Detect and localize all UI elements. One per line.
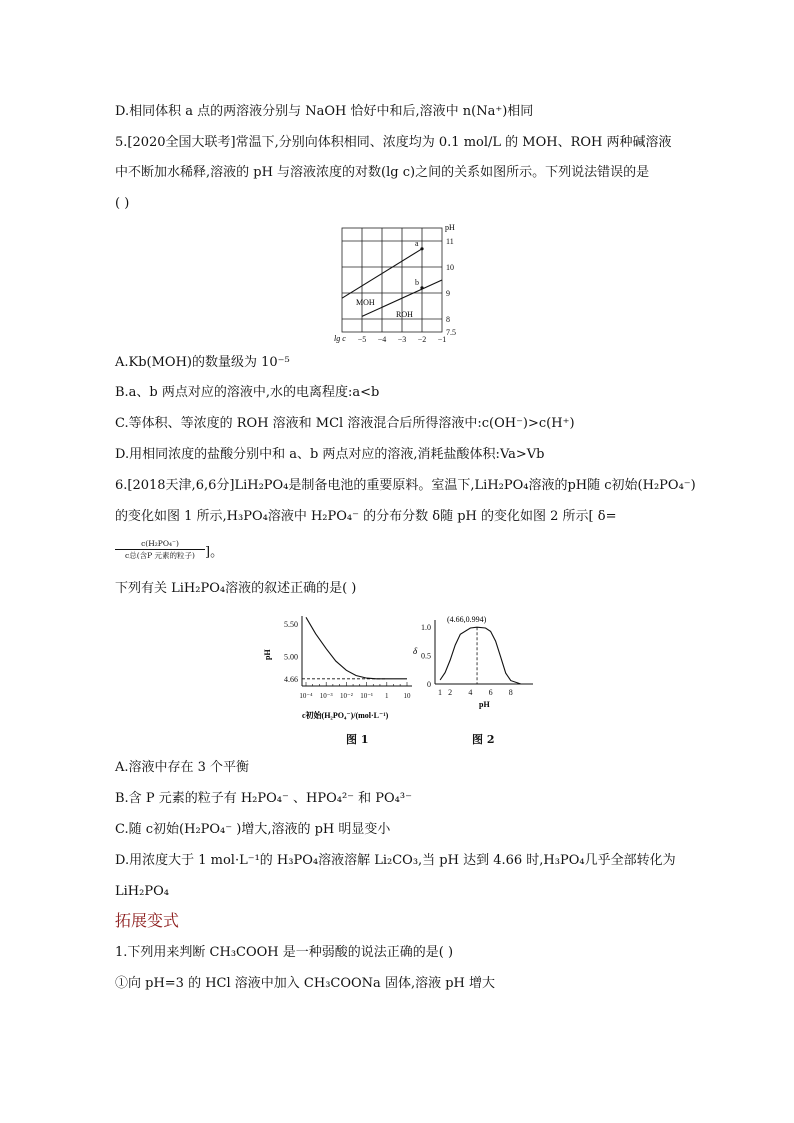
q6-option-b: B.含 P 元素的粒子有 H₂PO₄⁻ 、HPO₄²⁻ 和 PO₄³⁻ bbox=[115, 791, 412, 806]
q6-stem-line3: 下列有关 LiH₂PO₄溶液的叙述正确的是( ) bbox=[115, 581, 357, 596]
delta-numerator: c(H₂PO₄⁻) bbox=[115, 538, 205, 550]
chart1-point-label-b: b bbox=[415, 277, 419, 287]
chart3-xtick: 8 bbox=[508, 688, 513, 697]
chart1-ytick: 8 bbox=[446, 315, 450, 324]
chart3-xtick: 6 bbox=[488, 688, 493, 697]
chart1-xtick: −1 bbox=[437, 335, 447, 344]
chart1-ylabel: pH bbox=[445, 223, 455, 232]
q5-option-b: B.a、b 两点对应的溶液中,水的电离程度:a<b bbox=[115, 385, 380, 400]
chart3-xlabel: pH bbox=[479, 700, 490, 709]
chart1-ytick: 11 bbox=[446, 237, 454, 246]
q4-option-d: D.相同体积 a 点的两溶液分别与 NaOH 恰好中和后,溶液中 n(Na⁺)相同 bbox=[115, 104, 534, 119]
chart2-xtick: 10 bbox=[403, 692, 411, 700]
figure-1-caption: 图 1 bbox=[346, 733, 369, 746]
chart3-xtick: 4 bbox=[468, 688, 473, 697]
extension-q1-stem: 1.下列用来判断 CH₃COOH 是一种弱酸的说法正确的是( ) bbox=[115, 945, 454, 960]
q5-option-d: D.用相同浓度的盐酸分别中和 a、b 两点对应的溶液,消耗盐酸体积:Va>Vb bbox=[115, 447, 545, 462]
figure-2-delta-vs-ph bbox=[405, 610, 540, 720]
q5-stem-line2: 中不断加水稀释,溶液的 pH 与溶液浓度的对数(lg c)之间的关系如图所示。下列说法错误的是 bbox=[115, 165, 650, 180]
chart1-xtick: −4 bbox=[377, 335, 387, 344]
figure-2-caption: 图 2 bbox=[472, 733, 495, 746]
q5-option-c: C.等体积、等浓度的 ROH 溶液和 MCl 溶液混合后所得溶液中:c(OH⁻)>c(H⁺) bbox=[115, 416, 575, 431]
q5-option-a: A.Kb(MOH)的数量级为 10⁻⁵ bbox=[115, 355, 290, 370]
chart2-xtick: 10⁻³ bbox=[319, 692, 333, 700]
q5-answer-blank: ( ) bbox=[115, 196, 130, 211]
chart1-xtick: −2 bbox=[417, 335, 427, 344]
chart1-xtick: −5 bbox=[357, 335, 367, 344]
roh-series-label: ROH bbox=[396, 310, 413, 319]
chart1-ytick: 10 bbox=[446, 263, 454, 272]
chart3-ytick: 0.5 bbox=[421, 651, 431, 661]
delta-denominator: c总(含P 元素的粒子) bbox=[125, 551, 195, 560]
chart3-peak-label: (4.66,0.994) bbox=[447, 615, 487, 624]
section-heading: 拓展变式 bbox=[115, 911, 180, 930]
chart1-point-a bbox=[420, 247, 423, 250]
chart3-ytick: 0 bbox=[427, 680, 431, 689]
q6-option-a: A.溶液中存在 3 个平衡 bbox=[115, 760, 250, 775]
chart2-ytick: 4.66 bbox=[284, 674, 298, 684]
figure-dilution-chart bbox=[334, 222, 474, 346]
chart1-xtick: −3 bbox=[397, 335, 407, 344]
q6-stem-line1: 6.[2018天津,6,6分]LiH₂PO₄是制备电池的重要原料。室温下,LiH₂PO₄溶液的pH随 c初始(H₂PO₄⁻) bbox=[115, 478, 696, 493]
chart3-curve bbox=[440, 627, 521, 684]
extension-q1-item1: ①向 pH=3 的 HCl 溶液中加入 CH₃COONa 固体,溶液 pH 增大 bbox=[115, 976, 495, 991]
chart2-ytick: 5.00 bbox=[284, 652, 298, 662]
chart3-xtick: 1 bbox=[438, 688, 443, 697]
chart2-xtick: 1 bbox=[385, 692, 389, 700]
q6-option-c: C.随 c初始(H₂PO₄⁻ )增大,溶液的 pH 明显变小 bbox=[115, 822, 391, 837]
chart1-point-label-a: a bbox=[415, 238, 419, 248]
chart1-point-b bbox=[420, 286, 423, 289]
chart3-ylabel: δ bbox=[413, 646, 418, 656]
chart1-ytick: 9 bbox=[446, 289, 450, 298]
chart3-xtick: 2 bbox=[448, 688, 453, 697]
chart2-ytick: 5.50 bbox=[284, 619, 298, 629]
figure-1-ph-vs-conc bbox=[262, 612, 422, 724]
q6-stem-line2: 的变化如图 1 所示,H₃PO₄溶液中 H₂PO₄⁻ 的分布分数 δ随 pH 的变化如图 2 所示[ δ= bbox=[115, 509, 617, 524]
q6-option-d-line1: D.用浓度大于 1 mol·L⁻¹的 H₃PO₄溶液溶解 Li₂CO₃,当 pH 达到 4.66 时,H₃PO₄几乎全部转化为 bbox=[115, 853, 676, 868]
chart2-xtick: 10⁻¹ bbox=[360, 692, 373, 700]
moh-series-label: MOH bbox=[356, 298, 375, 307]
chart1-ytick: 7.5 bbox=[446, 328, 456, 337]
chart2-xlabel: c初始(H₂PO₄⁻)/(mol·L⁻¹) bbox=[302, 711, 389, 720]
chart-grid bbox=[342, 228, 442, 332]
chart2-ylabel: pH bbox=[263, 649, 272, 660]
chart3-ytick: 1.0 bbox=[421, 622, 431, 632]
delta-fraction bbox=[115, 538, 205, 561]
chart2-xtick: 10⁻² bbox=[340, 692, 353, 700]
chart1-xlabel: lg c bbox=[334, 334, 346, 343]
chart2-curve bbox=[306, 617, 407, 679]
q6-option-d-line2: LiH₂PO₄ bbox=[115, 884, 169, 899]
delta-bracket-end: ]。 bbox=[205, 545, 224, 560]
q5-stem-line1: 5.[2020全国大联考]常温下,分别向体积相同、浓度均为 0.1 mol/L 的 MOH、ROH 两种碱溶液 bbox=[115, 135, 672, 150]
chart2-xtick: 10⁻⁴ bbox=[299, 692, 313, 700]
